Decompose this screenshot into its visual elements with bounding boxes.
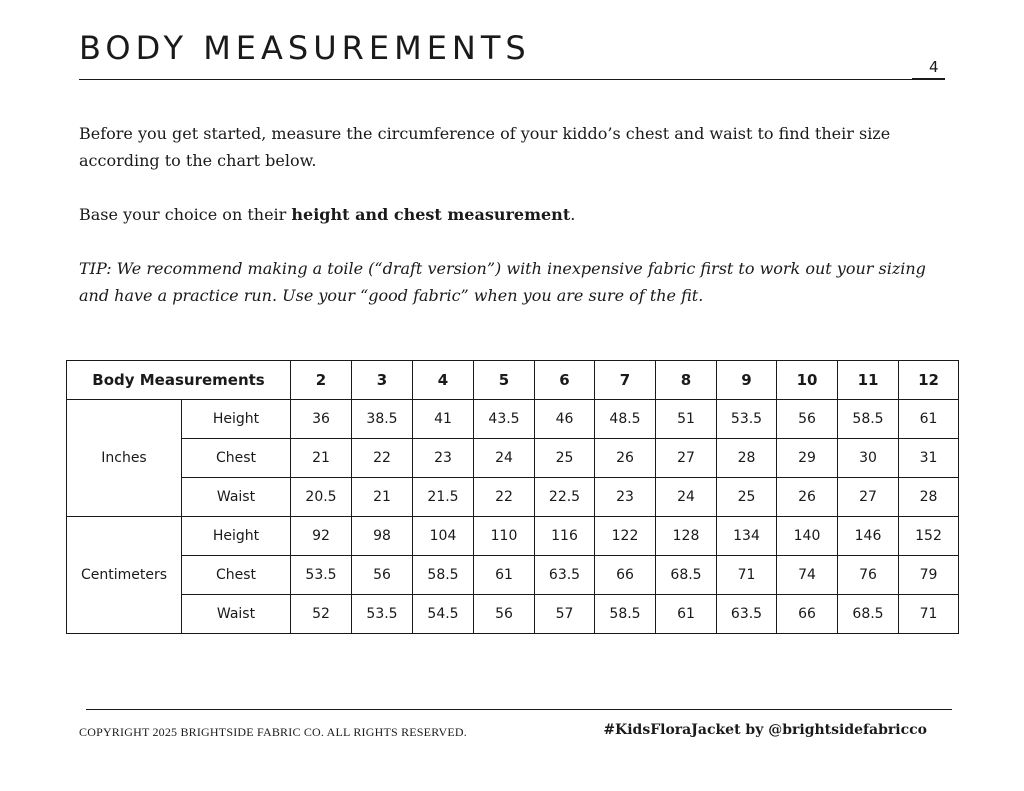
size-header-row <box>67 361 959 400</box>
measurement-label: Height <box>182 517 291 556</box>
measurement-value: 23 <box>595 478 656 517</box>
measurement-value: 66 <box>777 595 838 634</box>
size-header-cell: 6 <box>535 361 595 400</box>
size-basis-emphasis: height and chest measurement <box>291 205 571 224</box>
measurement-value: 122 <box>595 517 656 556</box>
measurement-value: 92 <box>291 517 352 556</box>
measurement-value: 71 <box>899 595 959 634</box>
page-number-underline <box>912 78 945 80</box>
measurement-value: 51 <box>656 400 717 439</box>
table-header-label: Body Measurements <box>67 361 291 400</box>
size-header-cell: 8 <box>656 361 717 400</box>
measurement-value: 30 <box>838 439 899 478</box>
size-header-cell: 4 <box>413 361 474 400</box>
size-header-cell: 11 <box>838 361 899 400</box>
measurement-value: 53.5 <box>717 400 777 439</box>
table-row <box>67 400 959 439</box>
tip-paragraph: TIP: We recommend making a toile (“draft version”) with inexpensive fabric first to work out your sizing and have a practice run. Use your “good fabric” when you are sure of the fit. <box>79 259 926 305</box>
measurement-value: 61 <box>899 400 959 439</box>
measurement-value: 46 <box>535 400 595 439</box>
size-header-cell: 5 <box>474 361 535 400</box>
measurement-value: 22 <box>352 439 413 478</box>
unit-group-label: Inches <box>67 400 182 517</box>
measurement-value: 21.5 <box>413 478 474 517</box>
measurement-value: 36 <box>291 400 352 439</box>
measurement-value: 68.5 <box>838 595 899 634</box>
size-header-cell: 12 <box>899 361 959 400</box>
measurement-value: 56 <box>474 595 535 634</box>
measurement-value: 104 <box>413 517 474 556</box>
measurement-value: 26 <box>595 439 656 478</box>
measurement-value: 146 <box>838 517 899 556</box>
measurement-value: 27 <box>838 478 899 517</box>
size-basis-paragraph <box>79 201 954 228</box>
size-header-cell: 3 <box>352 361 413 400</box>
measurement-value: 74 <box>777 556 838 595</box>
table-row <box>67 556 959 595</box>
measurement-value: 66 <box>595 556 656 595</box>
size-basis-text: Base your choice on their <box>79 205 292 224</box>
table-row <box>67 595 959 634</box>
size-header-cell: 9 <box>717 361 777 400</box>
unit-group-label: Centimeters <box>67 517 182 634</box>
measurement-label: Waist <box>182 595 291 634</box>
copyright-text: COPYRIGHT 2025 BRIGHTSIDE FABRIC CO. ALL RIGHTS RESERVED. <box>79 725 467 739</box>
measurement-value: 52 <box>291 595 352 634</box>
page-title: BODY MEASUREMENTS <box>79 29 531 67</box>
measurement-value: 152 <box>899 517 959 556</box>
size-chart-table <box>66 360 959 634</box>
measurement-value: 53.5 <box>352 595 413 634</box>
size-header-cell: 2 <box>291 361 352 400</box>
measurement-value: 63.5 <box>717 595 777 634</box>
measurement-value: 76 <box>838 556 899 595</box>
size-chart-header <box>67 361 959 400</box>
measurement-value: 63.5 <box>535 556 595 595</box>
measurement-value: 31 <box>899 439 959 478</box>
measurement-value: 98 <box>352 517 413 556</box>
measurement-label: Height <box>182 400 291 439</box>
measurement-value: 27 <box>656 439 717 478</box>
measurement-value: 26 <box>777 478 838 517</box>
measurement-value: 128 <box>656 517 717 556</box>
table-row <box>67 478 959 517</box>
measurement-value: 58.5 <box>838 400 899 439</box>
size-header-cell: 10 <box>777 361 838 400</box>
measurement-value: 41 <box>413 400 474 439</box>
measurement-value: 22.5 <box>535 478 595 517</box>
measurement-value: 53.5 <box>291 556 352 595</box>
measurement-value: 58.5 <box>413 556 474 595</box>
title-divider <box>79 79 912 80</box>
measurement-value: 23 <box>413 439 474 478</box>
measurement-value: 61 <box>474 556 535 595</box>
measurement-label: Chest <box>182 439 291 478</box>
measurement-value: 29 <box>777 439 838 478</box>
measurement-value: 56 <box>352 556 413 595</box>
measurement-value: 54.5 <box>413 595 474 634</box>
measurement-value: 21 <box>352 478 413 517</box>
measurement-label: Waist <box>182 478 291 517</box>
measurement-value: 22 <box>474 478 535 517</box>
measurement-value: 116 <box>535 517 595 556</box>
measurement-value: 134 <box>717 517 777 556</box>
measurement-value: 57 <box>535 595 595 634</box>
measurement-value: 68.5 <box>656 556 717 595</box>
size-chart-body <box>67 400 959 634</box>
measurement-value: 110 <box>474 517 535 556</box>
size-basis-end: . <box>570 205 576 224</box>
measurement-label: Chest <box>182 556 291 595</box>
measurement-value: 79 <box>899 556 959 595</box>
table-row <box>67 439 959 478</box>
measurement-value: 24 <box>656 478 717 517</box>
size-header-cell: 7 <box>595 361 656 400</box>
measurement-value: 25 <box>717 478 777 517</box>
measurement-value: 140 <box>777 517 838 556</box>
intro-text <box>79 120 954 336</box>
measurement-value: 61 <box>656 595 717 634</box>
measurement-value: 24 <box>474 439 535 478</box>
measurement-value: 58.5 <box>595 595 656 634</box>
measurement-value: 20.5 <box>291 478 352 517</box>
measurement-value: 48.5 <box>595 400 656 439</box>
page-number: 4 <box>929 58 939 76</box>
measurement-value: 43.5 <box>474 400 535 439</box>
measurement-value: 28 <box>717 439 777 478</box>
measurement-value: 25 <box>535 439 595 478</box>
measurement-value: 71 <box>717 556 777 595</box>
measurement-value: 28 <box>899 478 959 517</box>
intro-paragraph: Before you get started, measure the circumference of your kiddo’s chest and waist to find their size according to the chart below. <box>79 124 891 170</box>
measurement-value: 38.5 <box>352 400 413 439</box>
hashtag-credit: #KidsFloraJacket by @brightsidefabricco <box>603 722 927 738</box>
footer-divider <box>86 709 952 710</box>
measurement-value: 21 <box>291 439 352 478</box>
table-row <box>67 517 959 556</box>
measurement-value: 56 <box>777 400 838 439</box>
